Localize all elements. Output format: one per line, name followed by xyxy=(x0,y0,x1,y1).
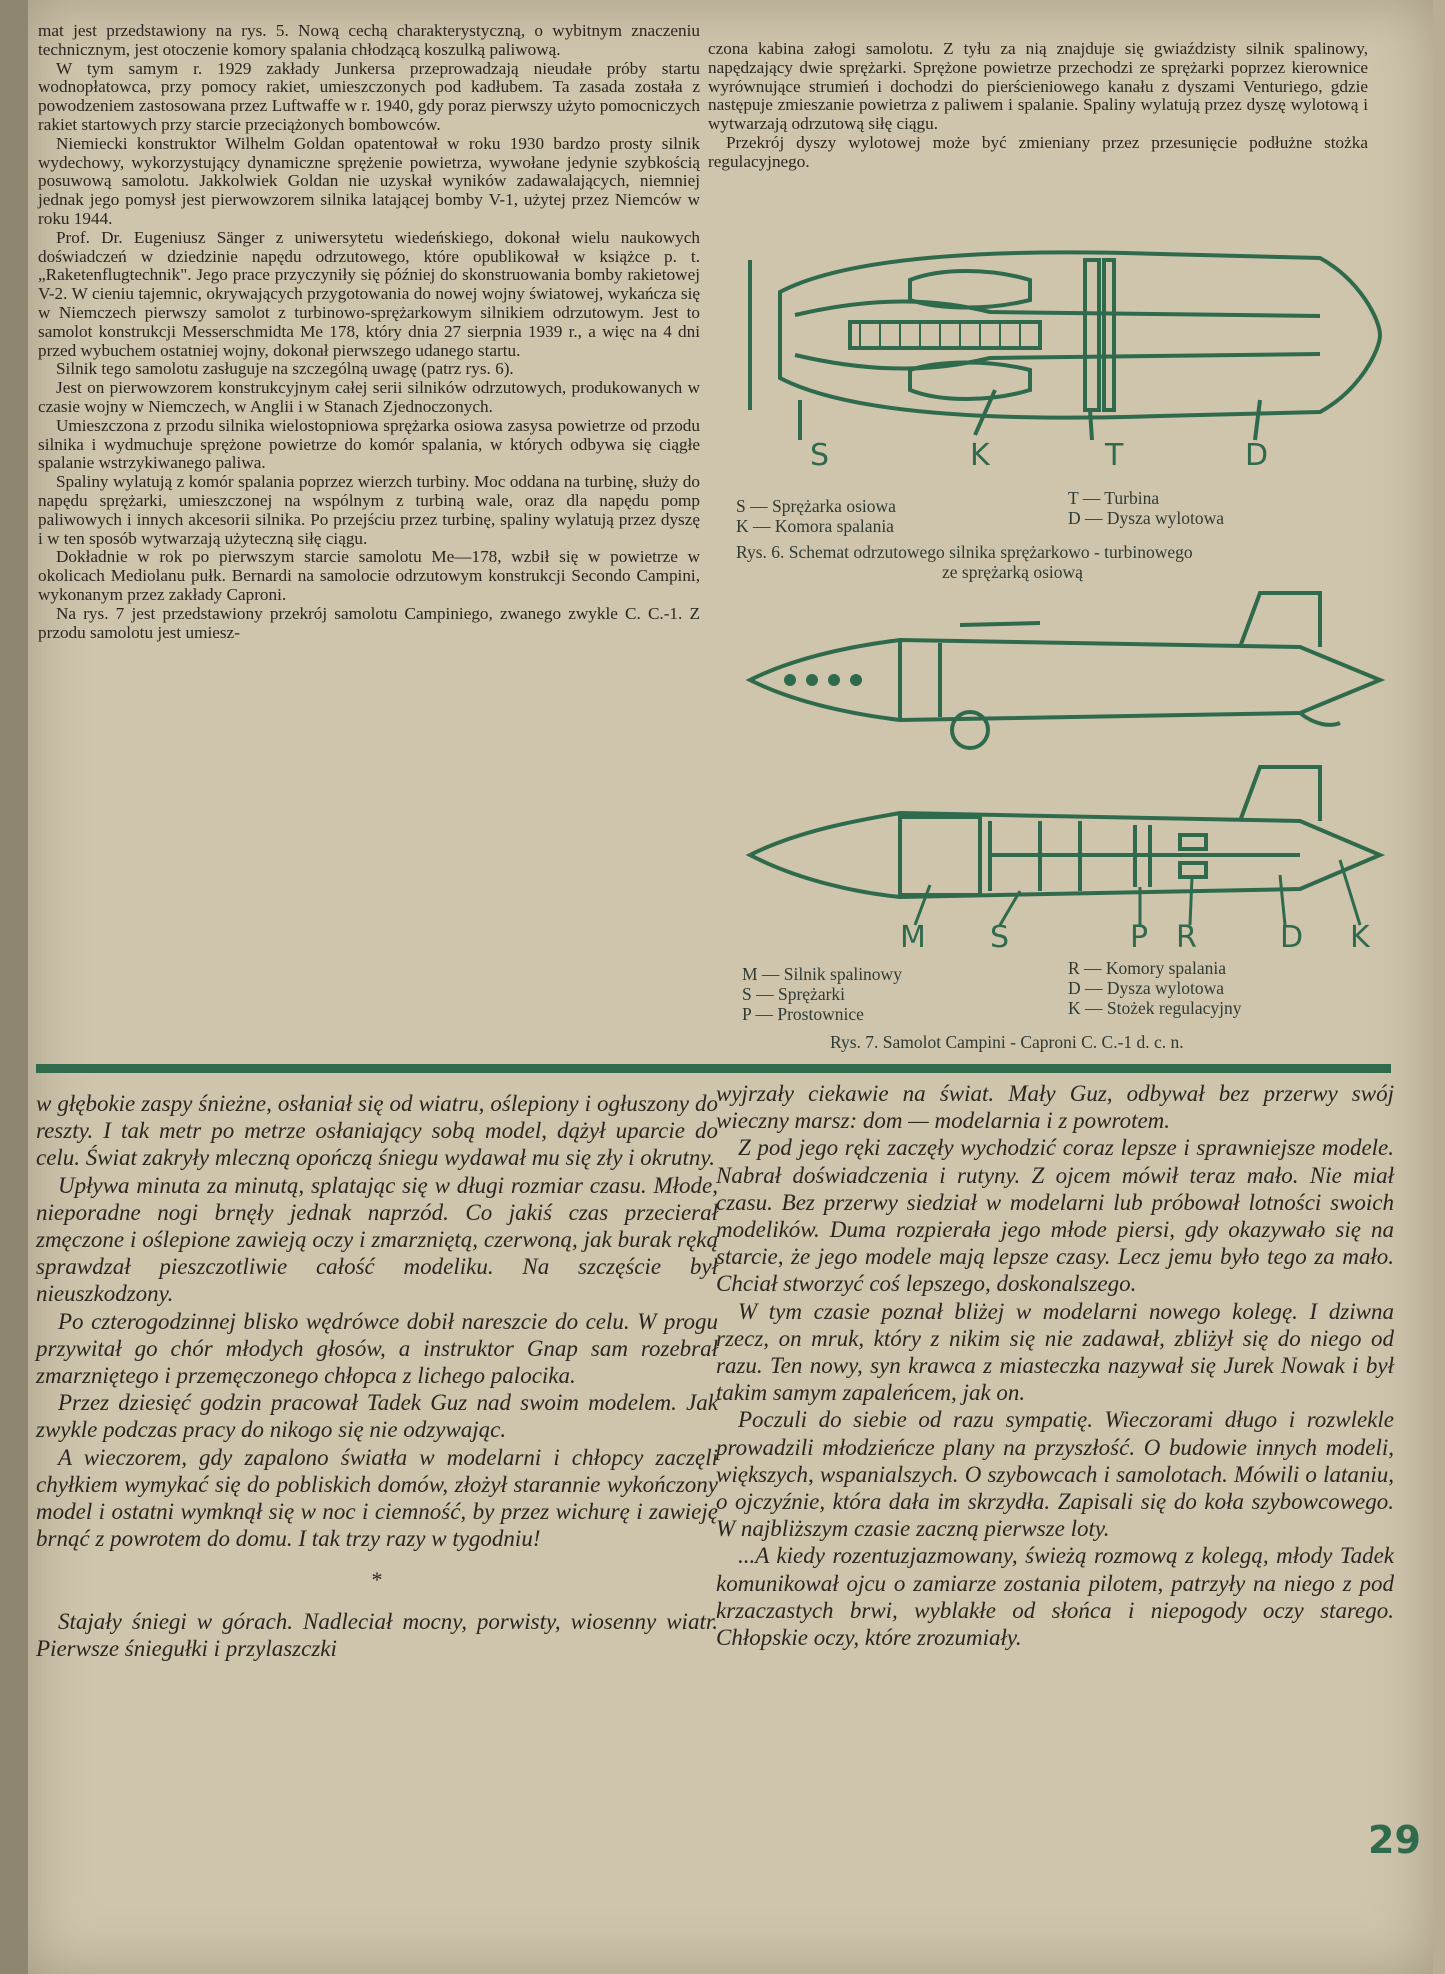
paragraph: Stajały śniegi w górach. Nadleciał mocny, porwisty, wiosenny wiatr. Pierwsze śniegułki i przylaszczki xyxy=(36,1608,718,1661)
figure-6-turbojet-schematic xyxy=(740,240,1390,480)
article-column-top-left xyxy=(38,22,700,642)
legend-entry: S — Sprężarka osiowa xyxy=(736,496,896,516)
paragraph: w głębokie zaspy śnieżne, osłaniał się od wiatru, oślepiony i ogłuszony do reszty. I tak metr po metrze osłaniający sobą model, dążył uparcie do celu. Świat zakryły mleczną opończą śniegu wydawał mu się zły i okrutny. xyxy=(36,1091,718,1171)
fig6-label-k: K xyxy=(970,438,990,473)
paragraph: mat jest przedstawiony na rys. 5. Nową cechą charakterystyczną, o wybitnym znaczeniu technicznym, jest otoczenie komory spalania chłodzącą koszulką paliwową. xyxy=(38,21,700,59)
section-divider-rule xyxy=(36,1064,1391,1073)
paragraph: ...A kiedy rozentuzjazmowany, świeżą rozmową z kolegą, młody Tadek komunikował ojcu o zamiarze zostania pilotem, patrzyły na niego z pod krzaczastych brwi, wyblakłe od słońca i niepogody oczy starego. Chłopskie oczy, które zrozumiały. xyxy=(716,1543,1394,1651)
paragraph: Przekrój dyszy wylotowej może być zmieniany przez przesunięcie podłużne stożka regulacyjnego. xyxy=(708,132,1368,171)
legend-entry: T — Turbina xyxy=(1068,488,1160,508)
paragraph: Na rys. 7 jest przedstawiony przekrój samolotu Campiniego, zwanego zwykle C. C.-1. Z przodu samolotu jest umiesz- xyxy=(38,603,700,642)
figure-7-campini-aircraft xyxy=(740,585,1390,950)
fig7-legend-right xyxy=(1068,958,1242,1018)
fig7-label-d: D xyxy=(1280,920,1304,950)
legend-entry: K — Stożek regulacyjny xyxy=(1068,998,1242,1018)
fig6-legend-left xyxy=(736,496,896,536)
legend-entry: D — Dysza wylotowa xyxy=(1068,978,1225,998)
paragraph: Niemiecki konstruktor Wilhelm Goldan opatentował w roku 1930 bardzo prosty silnik wydechowy, wykorzystujący dynamiczne sprężenie powietrza, wywołane jedynie szybkością posuwową samolotu. Jakkolwiek Goldan nie uzyskał wyników zadawalających, niemniej jednak jego pomysł jest pierwowzorem silnika latającej bomby V-1, użytej przez Niemców w roku 1944. xyxy=(38,133,700,228)
fig6-caption-line2: ze sprężarką osiową xyxy=(942,562,1083,582)
article-column-top-right xyxy=(708,40,1368,172)
paragraph: Dokładnie w rok po pierwszym starcie samolotu Me—178, wzbił się w powietrze w okolicach Mediolanu pułk. Bernardi na samolocie odrzutowym konstrukcji Secondo Campini, wykonanym przez zakłady Caproni. xyxy=(38,547,700,604)
fig6-label-s: S xyxy=(810,438,830,473)
paragraph: Z pod jego ręki zaczęły wychodzić coraz lepsze i sprawniejsze modele. Nabrał doświadczenia i rutyny. Z ojcem mówił teraz mało. Nie miał czasu. Bez przerwy siedział w modelarni lub próbował lotności swoich modelików. Duma rozpierała jego młode piersi, gdy okazywało się na starcie, że jego modele mają lepsze czasy. Lecz jemu było tego za mało. Chciał stworzyć coś lepszego, doskonalszego. xyxy=(716,1135,1394,1297)
paragraph: wyjrzały ciekawie na świat. Mały Guz, odbywał bez przerwy swój wieczny marsz: dom — modelarnia i z powrotem. xyxy=(716,1081,1394,1134)
paragraph: Po czterogodzinnej blisko wędrówce dobił nareszcie do celu. W progu przywitał go chór młodych głosów, a instruktor Gnap sam rozebrał zmarzniętego i przemęczonego chłopca z lichego palocika. xyxy=(36,1308,718,1389)
page-number: 29 xyxy=(1368,1818,1421,1862)
paragraph: Poczuli do siebie od razu sympatię. Wieczorami długo i rozwlekle prowadzili młodzieńcze plany na przyszłość. O budowie innych modeli, większych, wspanialszych. O szybowcach i samolotach. Mówili o lataniu, o ojczyźnie, która dała im skrzydła. Zapisali się do koła szybowcowego. W najbliższym czasie zaczną pierwsze loty. xyxy=(716,1407,1394,1542)
fig7-label-m: M xyxy=(900,920,926,950)
story-column-right xyxy=(716,1080,1394,1651)
paragraph: W tym czasie poznał bliżej w modelarni nowego kolegę. I dziwna rzecz, on mruk, który z nikim się nie zadawał, zbliżył się do niego od razu. Ten nowy, syn krawca z miasteczka nazywał się Jurek Nowak i był takim samym zapaleńcem, jak on. xyxy=(716,1298,1394,1406)
story-column-left xyxy=(36,1090,718,1662)
legend-entry: D — Dysza wylotowa xyxy=(1068,508,1225,528)
paragraph: W tym samym r. 1929 zakłady Junkersa przeprowadzają nieudałe próby startu wodnopłatowca, przy pomocy rakiet, umieszczonych pod kadłubem. Ta zasada została z powodzeniem zastosowana przez Luftwaffe w r. 1940, gdy poraz pierwszy użyto pomocniczych rakiet startowych przy starcie przeciążonych bombowców. xyxy=(38,58,700,134)
fig6-legend-right xyxy=(1068,488,1224,528)
fig6-caption-line1: Rys. 6. Schemat odrzutowego silnika sprężarkowo - turbinowego xyxy=(736,542,1193,562)
legend-entry: S — Sprężarki xyxy=(742,984,846,1004)
fig6-label-d: D xyxy=(1245,438,1269,473)
paragraph: Silnik tego samolotu zasługuje na szczególną uwagę (patrz rys. 6). xyxy=(56,359,514,379)
paragraph: Prof. Dr. Eugeniusz Sänger z uniwersytetu wiedeńskiego, dokonał wielu naukowych doświadczeń w dziedzinie napędu odrzutowego, które opublikował w książce p. t. „Raketenflugtechnik". Jego prace przyczyniły się później do skonstruowania bomby rakietowej V-2. W cieniu tajemnic, okrywających przygotowania do nowej wojny światowej, wykańcza się w Niemczech pierwszy samolot z turbinowo-sprężarkowym silnikiem odrzutowym. Jest to samolot konstrukcji Messerschmidta Me 178, który dnia 27 sierpnia 1939 r., a więc na 4 dni przed wybuchem ostatniej wojny, dokonał pierwszego udanego startu. xyxy=(38,227,700,360)
section-break-star: * xyxy=(371,1567,383,1593)
paragraph: Przez dziesięć godzin pracował Tadek Guz nad swoim modelem. Jak zwykle podczas pracy do nikogo się nie odzywając. xyxy=(36,1390,718,1443)
paragraph: Umieszczona z przodu silnika wielostopniowa sprężarka osiowa zasysa powietrze od przodu silnika i wydmuchuje sprężone powietrze do komór spalania, w których odbywa się ciągłe spalanie wstrzykiwanego paliwa. xyxy=(38,415,700,473)
fig7-label-s: S xyxy=(990,920,1010,950)
paragraph: Spaliny wylatują z komór spalania poprzez wierzch turbiny. Moc oddana na turbinę, służy do napędu sprężarki, umieszczonej na wspólnym z turbiną wale, oraz dla napędu pomp paliwowych i innych akcesorii silnika. Po przejściu przez turbinę, spaliny wylatują przez dyszę i w ten sposób wytwarzają użyteczną siłę ciągu. xyxy=(38,472,700,548)
legend-entry: P — Prostownice xyxy=(742,1004,864,1024)
legend-entry: K — Komora spalania xyxy=(736,516,894,536)
fig7-label-k: K xyxy=(1350,920,1370,950)
legend-entry: M — Silnik spalinowy xyxy=(742,964,902,984)
paragraph: czona kabina załogi samolotu. Z tyłu za nią znajduje się gwiaździsty silnik spalinowy, napędzający dwie sprężarki. Sprężone powietrze przechodzi ze sprężarki poprzez kierownice wyrównujące strumień i dochodzi do pierścieniowego kanału z dyszami Venturiego, gdzie następuje zmieszanie powietrza z paliwem i spalanie. Spaliny wylatują przez dyszę wylotową i wytwarzają odrzutową siłę ciągu. xyxy=(708,39,1368,134)
legend-entry: R — Komory spalania xyxy=(1068,958,1226,978)
fig6-label-t: T xyxy=(1105,438,1124,473)
binding-edge xyxy=(0,0,28,1974)
fig7-caption: Rys. 7. Samolot Campini - Caproni C. C.-1 d. c. n. xyxy=(830,1032,1184,1052)
paragraph: A wieczorem, gdy zapalono światła w modelarni i chłopcy zaczęli chyłkiem wymykać się do pobliskich domów, złożył starannie wykończony model i ostatni wymknął się w noc i ciemność, by przez wichurę i zawieję brnąć z powrotem do domu. I tak trzy razy w tygodniu! xyxy=(36,1444,718,1552)
paragraph: Upływa minuta za minutą, splatając się w długi rozmiar czasu. Młode, nieporadne nogi brnęły jednak naprzód. Co jakiś czas przecierał zmęczone i oślepione zawieją oczy i zmarzniętą, czerwoną, jak burak ręką sprawdzał pieszczotliwie całość modeliku. Na szczęście był nieuszkodzony. xyxy=(36,1172,718,1307)
fig7-label-r: R xyxy=(1176,920,1197,950)
fig7-legend-left xyxy=(742,964,902,1024)
paragraph: Jest on pierwowzorem konstrukcyjnym całej serii silników odrzutowych, produkowanych w czasie wojny w Niemczech, w Anglii i w Stanach Zjednoczonych. xyxy=(38,378,700,416)
fig7-label-p: P xyxy=(1130,920,1149,950)
